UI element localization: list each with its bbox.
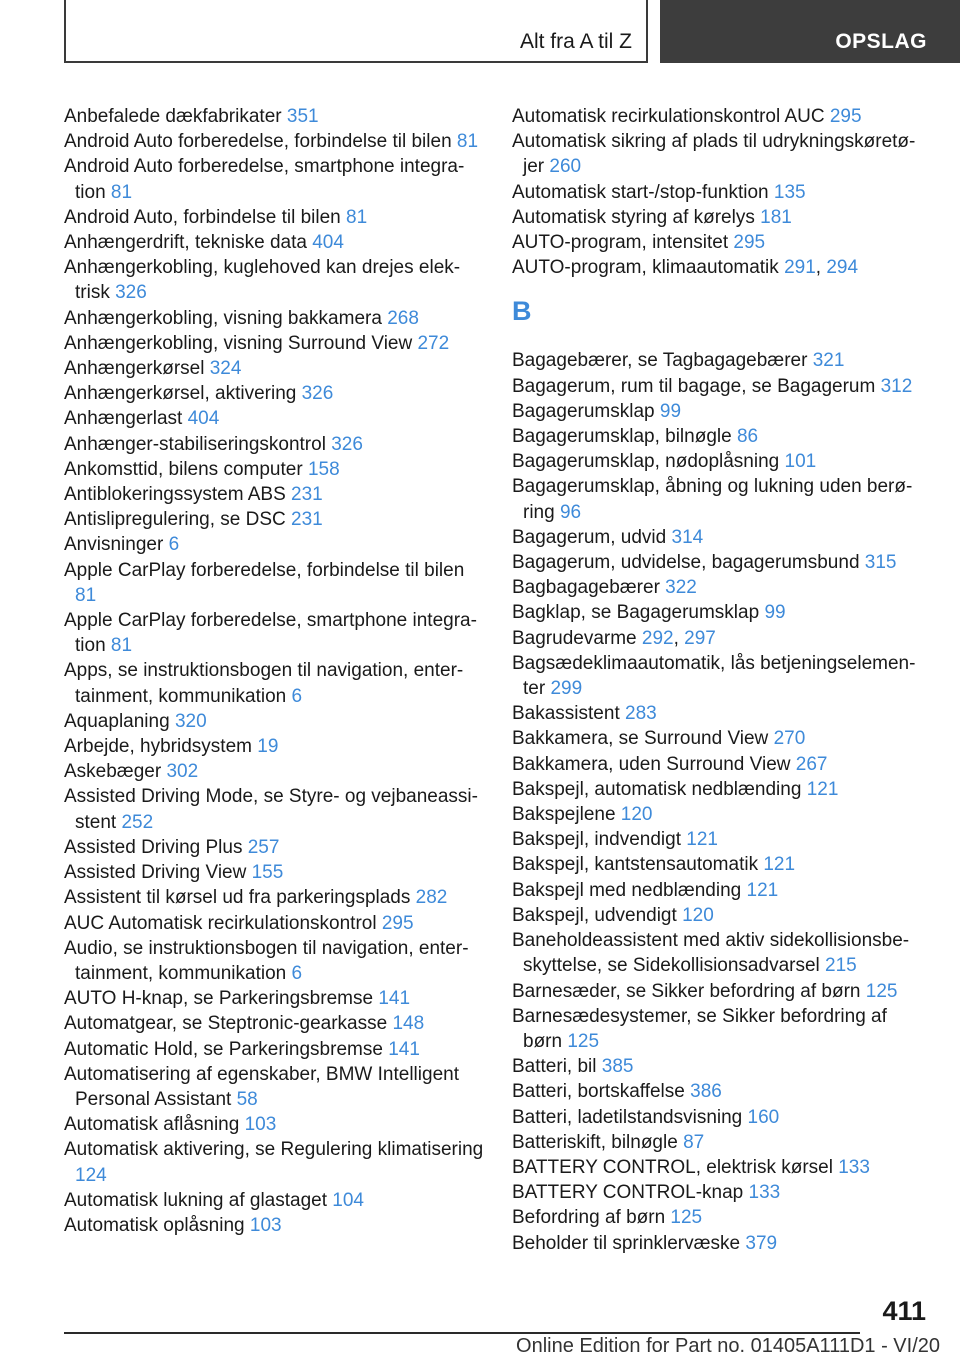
- index-entry: [512, 374, 924, 399]
- index-entry: [512, 230, 924, 255]
- index-entry: [512, 104, 924, 129]
- page-reference-link[interactable]: 321: [812, 350, 845, 372]
- index-entry: [512, 878, 924, 903]
- index-entry-term: Bagsædeklimaautomatik, lås betjeningselementer: [512, 652, 916, 700]
- index-entry-term: Arbejde, hybridsystem: [64, 736, 258, 758]
- index-entry: [64, 306, 484, 331]
- index-entry: [512, 575, 924, 600]
- page-reference-link[interactable]: 297: [684, 627, 716, 649]
- page-reference-link[interactable]: 101: [784, 451, 817, 473]
- page-reference-link[interactable]: 385: [601, 1056, 634, 1078]
- page-reference-link[interactable]: 120: [682, 904, 714, 926]
- index-entry-term: Bagagerumsklap: [512, 400, 660, 422]
- page-reference-link[interactable]: 267: [795, 753, 828, 775]
- page-reference-link[interactable]: 282: [415, 887, 448, 909]
- index-entry: [64, 230, 484, 255]
- page-reference-link[interactable]: 86: [736, 426, 759, 448]
- page-reference-link[interactable]: 160: [747, 1106, 780, 1128]
- page-reference-link[interactable]: 120: [620, 804, 653, 826]
- page-reference-link[interactable]: 322: [665, 577, 697, 599]
- index-entry: [64, 936, 484, 986]
- index-entry: [512, 701, 924, 726]
- index-entry: [64, 532, 484, 557]
- index-entry-term: Bakkamera, uden Surround View: [512, 753, 796, 775]
- ref-separator: ,: [673, 627, 685, 649]
- page-reference-link[interactable]: 257: [247, 836, 280, 858]
- index-entry: [64, 1011, 484, 1036]
- index-entry-term: Askebæger: [64, 761, 167, 783]
- page-reference-link[interactable]: 103: [244, 1114, 277, 1136]
- index-entry: [512, 424, 924, 449]
- index-entry-term: Bagbagagebærer: [512, 577, 666, 599]
- index-entry: [512, 802, 924, 827]
- page-reference-link[interactable]: 103: [249, 1214, 282, 1236]
- page-reference-link[interactable]: 135: [773, 181, 806, 203]
- index-entry-term: AUC Automatisk recirkulationskontrol: [64, 912, 382, 934]
- index-entry: [64, 482, 484, 507]
- index-entry-term: Anvisninger: [64, 534, 169, 556]
- index-entry-term: Bakkamera, se Surround View: [512, 728, 774, 750]
- index-entry: [64, 205, 484, 230]
- page-reference-link[interactable]: 87: [683, 1131, 705, 1153]
- page-reference-link[interactable]: 231: [291, 484, 323, 506]
- index-entry: [512, 1004, 924, 1054]
- page-reference-link[interactable]: 81: [75, 584, 97, 606]
- index-entry-term: Bakspejl med nedblænding: [512, 879, 747, 901]
- footer-rule: [64, 1332, 860, 1334]
- index-entry-term: Ankomsttid, bilens computer: [64, 458, 308, 480]
- index-group-a-continued: [512, 104, 924, 280]
- index-entry: [64, 734, 484, 759]
- index-entry: [512, 205, 924, 230]
- index-column-left: [64, 104, 484, 1238]
- index-entry-term: Antislipregulering, se DSC: [64, 509, 292, 531]
- index-entry-term: Assisted Driving Plus: [64, 836, 248, 858]
- index-entry-term: Barnesæder, se Sikker befordring af børn: [512, 980, 866, 1002]
- index-entry: [64, 406, 484, 431]
- index-entry: [512, 651, 924, 701]
- index-entry: [512, 752, 924, 777]
- index-entry-term: Bakassistent: [512, 703, 625, 725]
- index-entry-term: Bagagerum, udvidelse, bagagerumsbund: [512, 552, 865, 574]
- index-entry-term: Bagagerumsklap, nødoplåsning: [512, 451, 785, 473]
- page-reference-link[interactable]: 295: [829, 106, 862, 127]
- index-entry: [64, 911, 484, 936]
- page-reference-link[interactable]: 121: [686, 829, 718, 851]
- index-entry: [512, 626, 924, 651]
- index-entry: [512, 1155, 924, 1180]
- index-entry-term: Bakspejl, indvendigt: [512, 829, 687, 851]
- index-entry: [64, 1188, 484, 1213]
- index-entry-term: Anhængerlast: [64, 408, 188, 430]
- index-entry-term: Apple CarPlay forberedelse, smartphone integration: [64, 610, 477, 657]
- page-reference-link[interactable]: 302: [166, 761, 199, 783]
- page-reference-link[interactable]: 99: [764, 602, 786, 624]
- index-entry-term: Android Auto, forbindelse til bilen: [64, 206, 347, 228]
- index-entry-term: Automatisk sikring af plads til udrykningskøretøjer: [512, 131, 916, 178]
- index-entry: [512, 1105, 924, 1130]
- index-entry: [64, 1037, 484, 1062]
- index-entry-term: Anhængerkørsel: [64, 358, 210, 380]
- index-entry: [64, 457, 484, 482]
- index-entry: [512, 979, 924, 1004]
- index-entry: [512, 777, 924, 802]
- page-reference-link[interactable]: 283: [625, 703, 657, 725]
- index-entry: [512, 928, 924, 978]
- index-entry: [512, 129, 924, 179]
- page-reference-link[interactable]: 315: [864, 552, 897, 574]
- index-entry: [64, 709, 484, 734]
- index-entry: [512, 1231, 924, 1256]
- index-entry: [64, 432, 484, 457]
- index-entry: [64, 129, 484, 154]
- index-entry-term: Bakspejlene: [512, 804, 621, 826]
- index-entry-term: Automatisk recirkulationskontrol AUC: [512, 106, 830, 127]
- page-reference-link[interactable]: 181: [760, 206, 792, 228]
- index-entry: [64, 860, 484, 885]
- section-tab[interactable]: [660, 0, 960, 63]
- index-entry: [512, 600, 924, 625]
- index-entry-term: Automatisering af egenskaber, BMW Intelligent Personal Assistant: [64, 1063, 459, 1110]
- page-reference-link[interactable]: 268: [387, 307, 419, 329]
- index-entry: [512, 525, 924, 550]
- index-entry: [512, 1205, 924, 1230]
- page-reference-link[interactable]: 379: [745, 1232, 778, 1254]
- index-entry-term: Bakspejl, udvendigt: [512, 904, 683, 926]
- ref-separator: ,: [815, 257, 827, 279]
- index-entry-term: Aquaplaning: [64, 710, 175, 732]
- index-entry-term: Anhængerkobling, kuglehoved kan drejes elektrisk: [64, 257, 461, 304]
- index-entry: [512, 1054, 924, 1079]
- index-entry: [512, 449, 924, 474]
- page-reference-link[interactable]: 252: [121, 811, 154, 833]
- page-reference-link[interactable]: 351: [286, 106, 319, 127]
- index-entry-term: Bakspejl, kantstensautomatik: [512, 854, 764, 876]
- page-reference-link[interactable]: 81: [456, 131, 479, 153]
- index-entry: [64, 104, 484, 129]
- page-reference-link[interactable]: 320: [174, 710, 207, 732]
- page-reference-link[interactable]: 141: [388, 1038, 420, 1060]
- index-entry-term: BATTERY CONTROL, elektrisk kørsel: [512, 1156, 839, 1178]
- page-reference-link[interactable]: 326: [331, 433, 363, 455]
- index-column-right: [512, 104, 924, 1256]
- index-entry-term: Anhængerdrift, tekniske data: [64, 232, 313, 254]
- index-entry: [64, 154, 484, 204]
- index-entry-term: Befordring af børn: [512, 1207, 671, 1229]
- index-entry-term: Baneholdeassistent med aktiv sidekollisionsbeskyttelse, se Sidekollisionsadvarsel: [512, 930, 910, 977]
- index-entry-term: Android Auto forberedelse, smartphone integration: [64, 156, 465, 203]
- index-entry: [64, 986, 484, 1011]
- index-entry: [64, 381, 484, 406]
- page-reference-link[interactable]: 314: [671, 526, 704, 548]
- index-entry-term: Bakspejl, automatisk nedblænding: [512, 778, 807, 800]
- index-entry: [64, 1213, 484, 1238]
- index-entry: [512, 1079, 924, 1104]
- index-entry: [512, 550, 924, 575]
- index-entry: [512, 180, 924, 205]
- page-reference-link[interactable]: 326: [115, 282, 147, 304]
- index-entry-term: Bagrudevarme: [512, 627, 642, 649]
- page-reference-link[interactable]: 260: [549, 156, 582, 178]
- index-entry-term: Automatisk lukning af glastaget: [64, 1189, 333, 1211]
- index-entry: [512, 903, 924, 928]
- index-entry: [64, 331, 484, 356]
- page-reference-link[interactable]: 125: [670, 1207, 703, 1229]
- index-entry: [64, 1062, 484, 1112]
- index-entry-term: Automatisk start-/stop-funktion: [512, 181, 774, 203]
- page-reference-link[interactable]: 81: [110, 181, 133, 203]
- index-entry: [64, 784, 484, 834]
- page-reference-link[interactable]: 125: [567, 1030, 600, 1052]
- page-reference-link[interactable]: 141: [378, 988, 411, 1010]
- page-reference-link[interactable]: 124: [75, 1164, 107, 1186]
- index-entry-term: Bagagerum, udvid: [512, 526, 672, 548]
- page-reference-link[interactable]: 96: [559, 501, 582, 523]
- index-entry-term: Automatisk aflåsning: [64, 1114, 245, 1136]
- index-entry-term: Batteri, bil: [512, 1056, 602, 1078]
- index-entry-term: AUTO H-knap, se Parkeringsbremse: [64, 988, 379, 1010]
- index-entry: [512, 255, 924, 280]
- index-entry: [512, 399, 924, 424]
- index-entry-term: Beholder til sprinklervæske: [512, 1232, 746, 1254]
- index-entry-term: Barnesædesystemer, se Sikker befordring af børn: [512, 1005, 887, 1052]
- index-entry-term: Bagklap, se Bagagerumsklap: [512, 602, 765, 624]
- index-entry-term: Android Auto forberedelse, forbindelse til bilen: [64, 131, 457, 153]
- index-entry: [64, 759, 484, 784]
- index-entry-term: Anbefalede dækfabrikater: [64, 106, 287, 127]
- page-reference-link[interactable]: 292: [641, 627, 674, 649]
- page-reference-link[interactable]: 6: [291, 685, 303, 707]
- index-entry: [64, 558, 484, 608]
- index-entry-term: Anhængerkobling, visning Surround View: [64, 332, 418, 354]
- page-reference-link[interactable]: 121: [746, 879, 779, 901]
- index-entry-term: Automatic Hold, se Parkeringsbremse: [64, 1038, 389, 1060]
- index-entry-term: Assisted Driving View: [64, 862, 252, 884]
- index-entry-term: AUTO-program, intensitet: [512, 232, 734, 254]
- index-entry-term: AUTO-program, klimaautomatik: [512, 257, 785, 279]
- page-reference-link[interactable]: 81: [346, 206, 368, 228]
- index-entry: [512, 1130, 924, 1155]
- index-entry: [64, 507, 484, 532]
- index-entry: [64, 255, 484, 305]
- page-reference-link[interactable]: 81: [110, 635, 133, 657]
- page-reference-link[interactable]: 19: [257, 736, 279, 758]
- index-entry-term: Batteriskift, bilnøgle: [512, 1131, 684, 1153]
- index-entry-term: Anhængerkobling, visning bakkamera: [64, 307, 388, 329]
- section-tab-label: OPSLAG: [835, 30, 927, 53]
- index-entry-term: Automatisk aktivering, se Regulering klimatisering: [64, 1139, 484, 1161]
- index-letter-heading: B: [512, 296, 532, 327]
- page-reference-link[interactable]: 312: [880, 375, 913, 397]
- page-reference-link[interactable]: 404: [312, 232, 344, 254]
- page-reference-link[interactable]: 404: [187, 408, 220, 430]
- index-entry: [64, 608, 484, 658]
- index-entry: [64, 835, 484, 860]
- index-entry-term: Apple CarPlay forberedelse, forbindelse til bilen: [64, 559, 465, 581]
- page-number: 411: [882, 1296, 926, 1326]
- index-group-b: [512, 348, 924, 1255]
- page-reference-link[interactable]: 121: [763, 854, 796, 876]
- page-reference-link[interactable]: 148: [392, 1013, 425, 1035]
- index-entry-term: Bagagebærer, se Tagbagagebærer: [512, 350, 813, 372]
- index-entry-term: Apps, se instruktionsbogen til navigation, entertainment, kommunikation: [64, 660, 464, 707]
- index-entry: [512, 726, 924, 751]
- page-reference-link[interactable]: 133: [838, 1156, 870, 1178]
- index-entry-term: Batteri, bortskaffelse: [512, 1081, 691, 1103]
- index-entry: [512, 827, 924, 852]
- page-reference-link[interactable]: 326: [301, 383, 334, 405]
- page-reference-link[interactable]: 215: [825, 955, 857, 977]
- index-entry-term: Assistent til kørsel ud fra parkeringsplads: [64, 887, 416, 909]
- page-reference-link[interactable]: 6: [168, 534, 180, 556]
- index-entry-term: Anhænger-stabiliseringskontrol: [64, 433, 332, 455]
- index-entry: [64, 356, 484, 381]
- index-entry-term: Bagagerumsklap, bilnøgle: [512, 426, 737, 448]
- page-reference-link[interactable]: 270: [773, 728, 806, 750]
- page-reference-link[interactable]: 291: [784, 257, 816, 279]
- page-reference-link[interactable]: 104: [332, 1189, 364, 1211]
- index-entry: [64, 1137, 484, 1187]
- index-entry-term: Assisted Driving Mode, se Styre- og vejbaneassistent: [64, 786, 478, 833]
- index-entry-term: Audio, se instruktionsbogen til navigation, entertainment, kommunikation: [64, 937, 469, 984]
- index-entry: [512, 474, 924, 524]
- index-entry-term: Antiblokeringssystem ABS: [64, 484, 292, 506]
- index-entry-term: BATTERY CONTROL-knap: [512, 1182, 749, 1204]
- page-reference-link[interactable]: 324: [209, 358, 242, 380]
- index-entry: [512, 348, 924, 373]
- page-reference-link[interactable]: 299: [550, 678, 583, 700]
- index-entry-term: Bagagerum, rum til bagage, se Bagagerum: [512, 375, 881, 397]
- page-reference-link[interactable]: 295: [733, 232, 766, 254]
- section-title: Alt fra A til Z: [519, 30, 632, 53]
- index-entry-term: Batteri, ladetilstandsvisning: [512, 1106, 748, 1128]
- index-entry-term: Automatgear, se Steptronic-gearkasse: [64, 1013, 393, 1035]
- page-reference-link[interactable]: 158: [307, 458, 340, 480]
- index-entry-term: Bagagerumsklap, åbning og lukning uden berøring: [512, 476, 913, 523]
- footer-edition: Online Edition for Part no. 01405A111D1 - VI/20: [516, 1335, 940, 1357]
- index-entry-term: Automatisk oplåsning: [64, 1214, 250, 1236]
- index-entry: [512, 852, 924, 877]
- index-entry: [512, 1180, 924, 1205]
- page-reference-link[interactable]: 6: [291, 962, 303, 984]
- page-reference-link[interactable]: 121: [806, 778, 839, 800]
- index-entry-term: Anhængerkørsel, aktivering: [64, 383, 302, 405]
- page-reference-link[interactable]: 133: [748, 1182, 781, 1204]
- page-reference-link[interactable]: 231: [291, 509, 323, 531]
- page-reference-link[interactable]: 295: [381, 912, 414, 934]
- index-entry: [64, 1112, 484, 1137]
- index-entry: [64, 658, 484, 708]
- page-reference-link[interactable]: 58: [236, 1088, 258, 1110]
- page-reference-link[interactable]: 294: [826, 257, 859, 279]
- page-reference-link[interactable]: 272: [417, 332, 450, 354]
- page-reference-link[interactable]: 155: [251, 862, 284, 884]
- page-reference-link[interactable]: 99: [659, 400, 682, 422]
- index-entry: [64, 885, 484, 910]
- page-reference-link[interactable]: 386: [690, 1081, 722, 1103]
- page-reference-link[interactable]: 125: [865, 980, 898, 1002]
- index-entry-term: Automatisk styring af kørelys: [512, 206, 761, 228]
